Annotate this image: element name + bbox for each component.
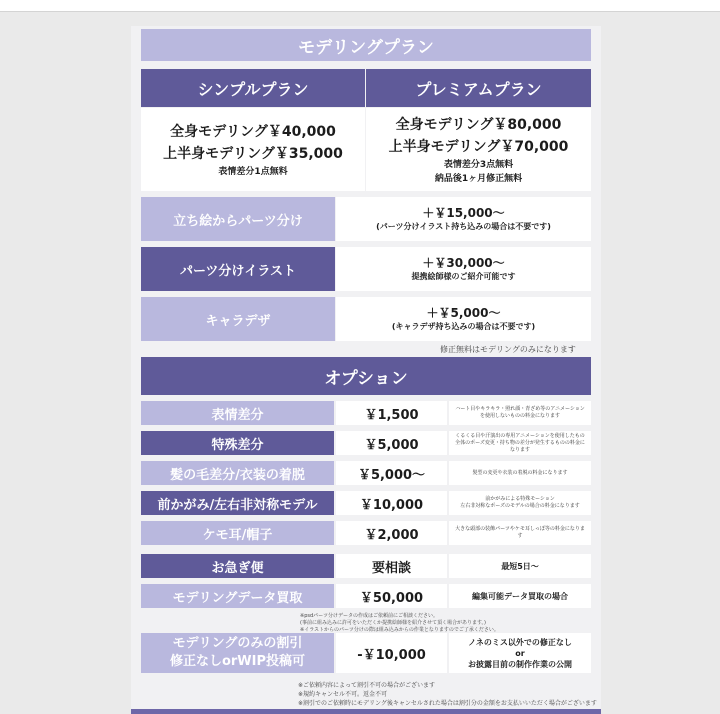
option-price-2 xyxy=(336,461,447,485)
modeling-plan-header xyxy=(141,29,591,61)
option-price-text: ￥10,000 xyxy=(359,497,424,513)
parts-note: (キャラデザ持ち込みの場合は不要です) xyxy=(391,322,536,331)
option-desc-1 xyxy=(449,431,591,455)
discount-price xyxy=(336,633,447,673)
option-label-text: お急ぎ便 xyxy=(211,560,264,576)
browser-top-bar xyxy=(0,0,720,12)
discount-label-line2: 修正なしorWIP投稿可 xyxy=(169,654,306,669)
discount-label xyxy=(141,633,334,673)
option-label-3 xyxy=(141,491,334,515)
option-price-5 xyxy=(336,554,447,578)
premium-plan-body xyxy=(366,108,591,191)
discount-desc-line1: ノネのミス以外での修正なし xyxy=(468,637,572,647)
options-note-0: ※psdパーツ分けデータの作成はご依頼前にご相談ください。 xyxy=(300,613,438,619)
options-header xyxy=(141,357,591,395)
parts-note: (パーツ分けイラスト持ち込みの場合は不要です) xyxy=(376,222,551,231)
option-label-text: 前かがみ/左右非対称モデル xyxy=(157,497,318,513)
option-desc-5 xyxy=(449,554,591,578)
footer-note-1: ※規約キャンセル不可。返金不可 xyxy=(298,691,388,698)
parts-row-value-2 xyxy=(336,297,591,341)
option-label-text: モデリングデータ買取 xyxy=(172,590,303,606)
parts-row-value-1 xyxy=(336,247,591,291)
option-desc-4 xyxy=(449,521,591,545)
parts-price: ＋￥5,000〜 xyxy=(426,306,501,320)
discount-desc-or: or xyxy=(515,648,525,658)
option-price-0 xyxy=(336,401,447,425)
parts-row-value-0 xyxy=(336,197,591,241)
modeling-plan-title: モデリングプラン xyxy=(298,37,434,58)
option-desc-text: 編集可能データ買取の場合 xyxy=(472,591,568,601)
option-desc-text: くるくる目や汗演出の専用アニメーションを使用したもの 全体のポーズ変更・持ち物の差分が発生するものの料金になります xyxy=(455,432,585,453)
bottom-bar xyxy=(131,709,601,714)
option-price-text: 要相談 xyxy=(371,560,411,576)
option-label-6 xyxy=(141,584,334,608)
simple-plan-header xyxy=(141,69,365,107)
option-price-text: ￥1,500 xyxy=(364,407,419,423)
premium-full-price: 全身モデリング￥80,000 xyxy=(395,116,562,133)
option-desc-6 xyxy=(449,584,591,608)
simple-full-price: 全身モデリング￥40,000 xyxy=(170,123,336,140)
simple-note: 表情差分1点無料 xyxy=(218,166,288,177)
parts-row-label-1 xyxy=(141,247,335,291)
option-desc-text: 最短5日〜 xyxy=(501,561,539,571)
option-price-4 xyxy=(336,521,447,545)
option-label-4 xyxy=(141,521,334,545)
option-price-text: ￥50,000 xyxy=(359,590,424,606)
discount-desc-line2: お披露目前の制作作業の公開 xyxy=(468,659,572,669)
simple-plan-name: シンプルプラン xyxy=(197,79,309,99)
discount-label-line1: モデリングのみの割引 xyxy=(172,636,303,651)
option-price-3 xyxy=(336,491,447,515)
option-desc-2 xyxy=(449,461,591,485)
parts-row-label-0 xyxy=(141,197,335,241)
parts-footnote: 修正無料はモデリングのみになります xyxy=(440,345,576,354)
option-label-text: ケモ耳/帽子 xyxy=(202,527,273,543)
parts-price: ＋￥30,000〜 xyxy=(422,256,505,270)
option-label-text: 特殊差分 xyxy=(211,437,264,453)
option-price-text: ￥5,000 xyxy=(364,437,419,453)
parts-note: 提携絵師様のご紹介可能です xyxy=(411,272,516,281)
option-price-6 xyxy=(336,584,447,608)
option-desc-text: 前かがみによる特殊モーション 左右非対称なポーズのモデルの場合の料金になります xyxy=(460,496,580,509)
options-note-1: (事前に組み込みに許可をいただくか提携絵師様を紹介させて頂く場合があります。) xyxy=(300,620,487,626)
simple-plan-body xyxy=(141,108,365,191)
option-label-text: 表情差分 xyxy=(211,407,264,423)
discount-desc xyxy=(449,633,591,673)
parts-label: パーツ分けイラスト xyxy=(179,263,297,279)
premium-half-price: 上半身モデリング￥70,000 xyxy=(388,138,569,155)
options-title: オプション xyxy=(324,368,408,389)
option-price-text: ￥5,000〜 xyxy=(357,467,426,483)
parts-price: ＋￥15,000〜 xyxy=(422,206,505,220)
parts-label: 立ち絵からパーツ分け xyxy=(173,213,303,229)
premium-plan-name: プレミアムプラン xyxy=(415,79,542,99)
option-desc-text: ハート目やキラキラ・照れ顔・青ざめ等のアニメーションを使用しないものの料金になります xyxy=(455,406,585,419)
simple-half-price: 上半身モデリング￥35,000 xyxy=(163,145,343,162)
premium-note-1: 表情差分3点無料 xyxy=(443,159,514,170)
option-price-text: ￥2,000 xyxy=(364,527,419,543)
option-desc-0 xyxy=(449,401,591,425)
option-desc-3 xyxy=(449,491,591,515)
premium-note-2: 納品後1ヶ月修正無料 xyxy=(434,173,523,184)
option-desc-text: 髪型の変更や衣装の着脱の料金になります xyxy=(472,469,568,476)
option-label-5 xyxy=(141,554,334,578)
options-note-2: ※イラストからのパーツ分けの際は組み込みからの作業となりますのでご了承ください。 xyxy=(300,627,499,633)
parts-label: キャラデザ xyxy=(205,313,271,329)
discount-price-text: -￥10,000 xyxy=(357,647,426,663)
option-label-text: 髪の毛差分/衣装の着脱 xyxy=(170,467,305,483)
option-desc-text: 大きな頭部の装飾パーツやケモ耳しっぽ等の料金になります xyxy=(455,526,585,539)
parts-row-label-2 xyxy=(141,297,335,341)
option-label-2 xyxy=(141,461,334,485)
footer-note-0: ※ご依頼内容によって割引不可の場合がございます xyxy=(298,682,436,689)
premium-plan-header xyxy=(366,69,591,107)
footer-note-2: ※割引でのご依頼時にモデリング後キャンセルされた場合は割引分の金額をお支払いいただく場合がございます xyxy=(298,700,597,707)
option-label-0 xyxy=(141,401,334,425)
option-price-1 xyxy=(336,431,447,455)
option-label-1 xyxy=(141,431,334,455)
